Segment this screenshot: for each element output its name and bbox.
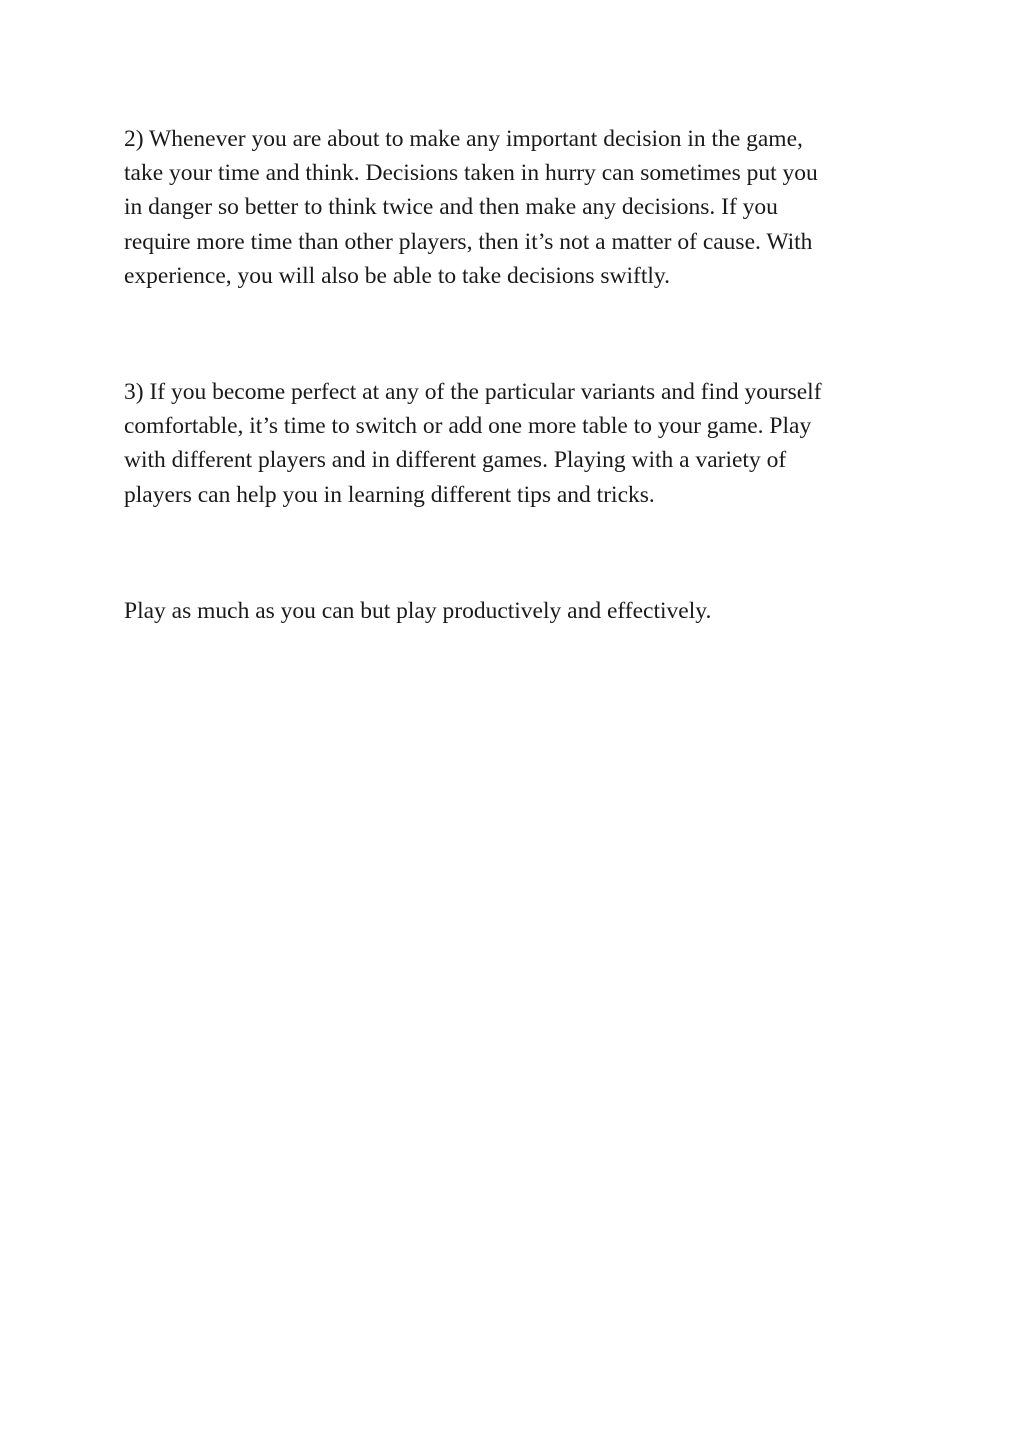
paragraph-tip-2	[124, 122, 899, 293]
paragraph-tip-3	[124, 375, 899, 512]
paragraph-line: experience, you will also be able to take decisions swiftly.	[124, 262, 670, 289]
paragraph-line: 2) Whenever you are about to make any important decision in the game,	[124, 126, 803, 152]
paragraph-line: 3) If you become perfect at any of the particular variants and find yourself	[124, 379, 822, 406]
paragraph-line: require more time than other players, then it’s not a matter of cause. With	[124, 228, 813, 255]
paragraph-line: with different players and in different games. Playing with a variety of	[124, 447, 787, 474]
paragraph-line: Play as much as you can but play productively and effectively.	[124, 597, 712, 624]
paragraph-line: take your time and think. Decisions taken in hurry can sometimes put you	[124, 160, 818, 187]
paragraph-closing	[124, 594, 899, 628]
paragraph-line: comfortable, it’s time to switch or add one more table to your game. Play	[124, 413, 812, 440]
paragraph-line: in danger so better to think twice and then make any decisions. If you	[124, 194, 778, 221]
document-body	[124, 122, 899, 628]
paragraph-line: players can help you in learning different tips and tricks.	[124, 481, 655, 508]
